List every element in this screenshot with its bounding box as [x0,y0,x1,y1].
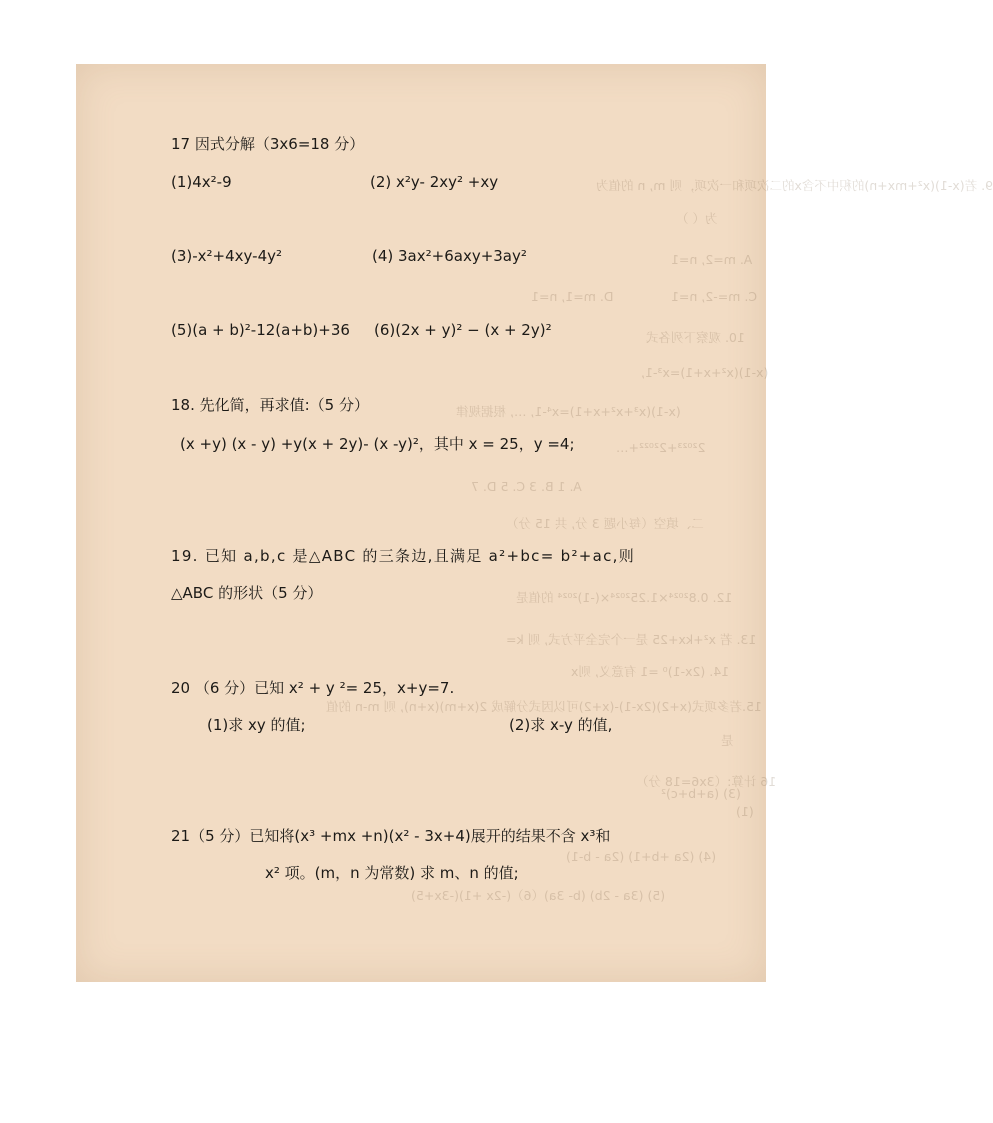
bleed-text: (x-1)(x³+x²+x+1)=x⁴-1, …, 根据规律 [456,404,681,419]
q21-line2: x² 项。(m，n 为常数) 求 m、n 的值; [265,864,519,882]
q20-title: 20 （6 分）已知 x² + y ²= 25，x+y=7. [171,679,455,697]
bleed-text: A. 1 B. 3 C. 5 D. 7 [471,479,582,494]
bleed-text: D. m=1, n=1 [531,289,614,304]
bleed-text: A. m=2, n=1 [671,252,753,267]
q17-part3: (3)-x²+4xy-4y² [171,247,282,265]
q20-part1: (1)求 xy 的值; [207,716,306,734]
bleed-text: 14. (2x-1)⁰ =1 有意义, 则x [571,664,730,679]
bleed-text: (4) (2a +b+1) (2a - b-1) [566,849,717,864]
bleed-text: (5) (3a - 2b) (b- 3a)（6）(-2x +1)(-3x+5) [411,888,666,903]
q18-expression: (x +y) (x - y) +y(x + 2y)- (x -y)²，其中 x = 25，y =4; [180,435,575,453]
exam-sheet [76,64,993,982]
q18-title: 18. 先化简，再求值:（5 分） [171,396,369,414]
bleed-text: (1) [736,804,754,819]
q17-part2: (2) x²y- 2xy² +xy [370,173,499,191]
bleed-text: 是 [721,733,734,748]
bleed-text: 10. 观察下列各式 [646,330,745,345]
q17-part5: (5)(a + b)²-12(a+b)+36 [171,321,350,339]
bleed-text: 13. 若 x²+kx+25 是一个完全平方式, 则 k= [506,632,757,647]
bleed-text: 二、填空（每小题 3 分, 共 15 分） [506,516,704,531]
bleed-text: 12. 0.8²⁰²⁴×1.25²⁰²⁴×(-1)²⁰²⁴ 的值是 [516,590,733,605]
q17-part4: (4) 3ax²+6axy+3ay² [372,247,527,265]
bleed-text: (3) (a+b+c)² [661,786,741,801]
bleed-text: 2²⁰²³+2²⁰²²+… [616,440,706,455]
bleed-text: 15.若多项式(x+2)(2x-1)-(x+2)可以因式分解成 2(x+m)(x+n), 则 m-n 的值 [326,699,762,714]
bleed-text: 9. 若(x-1)(x²+mx+n)的积中不含x的二次项和一次项，则 m, n 的值为 [596,178,993,193]
q19-line1: 19. 已知 a,b,c 是△ABC 的三条边,且满足 a²+bc= b²+ac,则 [171,547,636,565]
bleed-text: (x-1)(x²+x+1)=x³-1, [641,365,769,380]
bleed-text: 为（ ） [676,211,718,226]
q20-part2: (2)求 x-y 的值, [509,716,613,734]
bleed-text: C. m=-2, n=1 [671,289,758,304]
q19-line2: △ABC 的形状（5 分） [171,584,323,602]
bleed-text: 16 计算:（3x6=18 分） [636,774,777,789]
q21-line1: 21（5 分）已知将(x³ +mx +n)(x² - 3x+4)展开的结果不含 x³和 [171,827,611,845]
q17-part6: (6)(2x + y)² − (x + 2y)² [374,321,552,339]
q17-title: 17 因式分解（3x6=18 分） [171,135,365,153]
q17-part1: (1)4x²-9 [171,173,232,191]
